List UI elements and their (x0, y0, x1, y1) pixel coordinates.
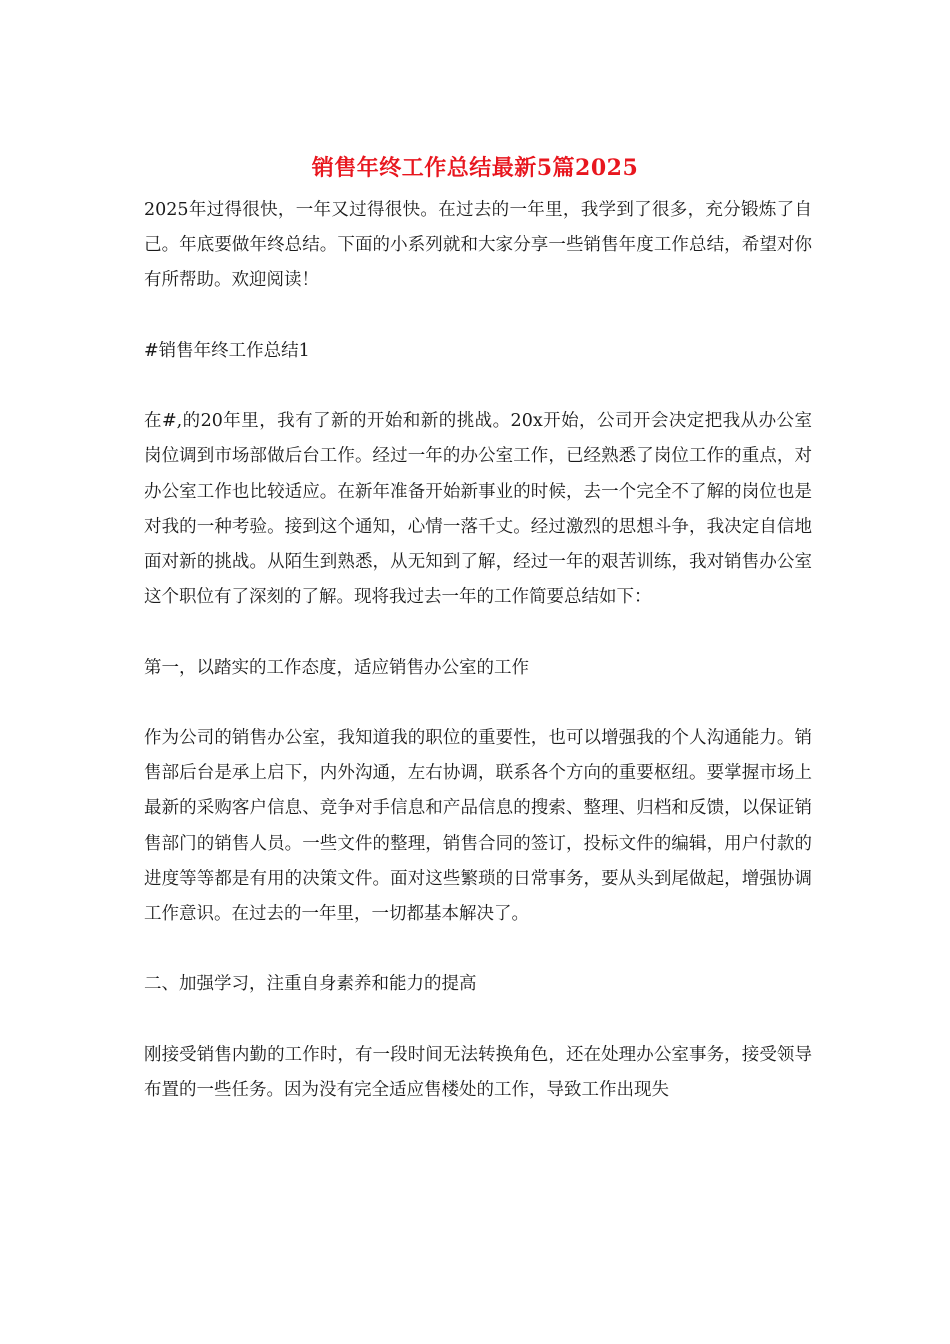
section-heading: #销售年终工作总结1 (144, 340, 310, 361)
intro-paragraph: 2025年过得很快，一年又过得很快。在过去的一年里，我学到了很多，充分锻炼了自己。年底要做年终总结。下面的小系列就和大家分享一些销售年度工作总结，希望对你有所帮助。欢迎阅读！ (144, 200, 812, 291)
body-paragraph: 在#,的20年里，我有了新的开始和新的挑战。20x开始，公司开会决定把我从办公室岗位调到市场部做后台工作。经过一年的办公室工作，已经熟悉了岗位工作的重点，对办公室工作也比较适应。在新年准备开始新事业的时候，去一个完全不了解的岗位也是对我的一种考验。接到这个通知，心情一落千丈。经过激烈的思想斗争，我决定自信地面对新的挑战。从陌生到熟悉，从无知到了解，经过一年的艰苦训练，我对销售办公室这个职位有了深刻的了解。现将我过去一年的工作简要总结如下： (144, 411, 812, 608)
subheading: 第一，以踏实的工作态度，适应销售办公室的工作 (144, 657, 529, 678)
subheading: 二、加强学习，注重自身素养和能力的提高 (144, 974, 477, 995)
body-paragraph: 作为公司的销售办公室，我知道我的职位的重要性，也可以增强我的个人沟通能力。销售部后台是承上启下，内外沟通，左右协调，联系各个方向的重要枢纽。要掌握市场上最新的采购客户信息、竞争对手信息和产品信息的搜索、整理、归档和反馈，以保证销售部门的销售人员。一些文件的整理，销售合同的签订，投标文件的编辑，用户付款的进度等等都是有用的决策文件。面对这些繁琐的日常事务，要从头到尾做起，增强协调工作意识。在过去的一年里，一切都基本解决了。 (144, 727, 812, 924)
body-paragraph: 刚接受销售内勤的工作时，有一段时间无法转换角色，还在处理办公室事务，接受领导布置的一些任务。因为没有完全适应售楼处的工作，导致工作出现失 (144, 1044, 812, 1100)
document-title: 销售年终工作总结最新5篇2025 (311, 155, 639, 181)
document-body (144, 193, 812, 1108)
